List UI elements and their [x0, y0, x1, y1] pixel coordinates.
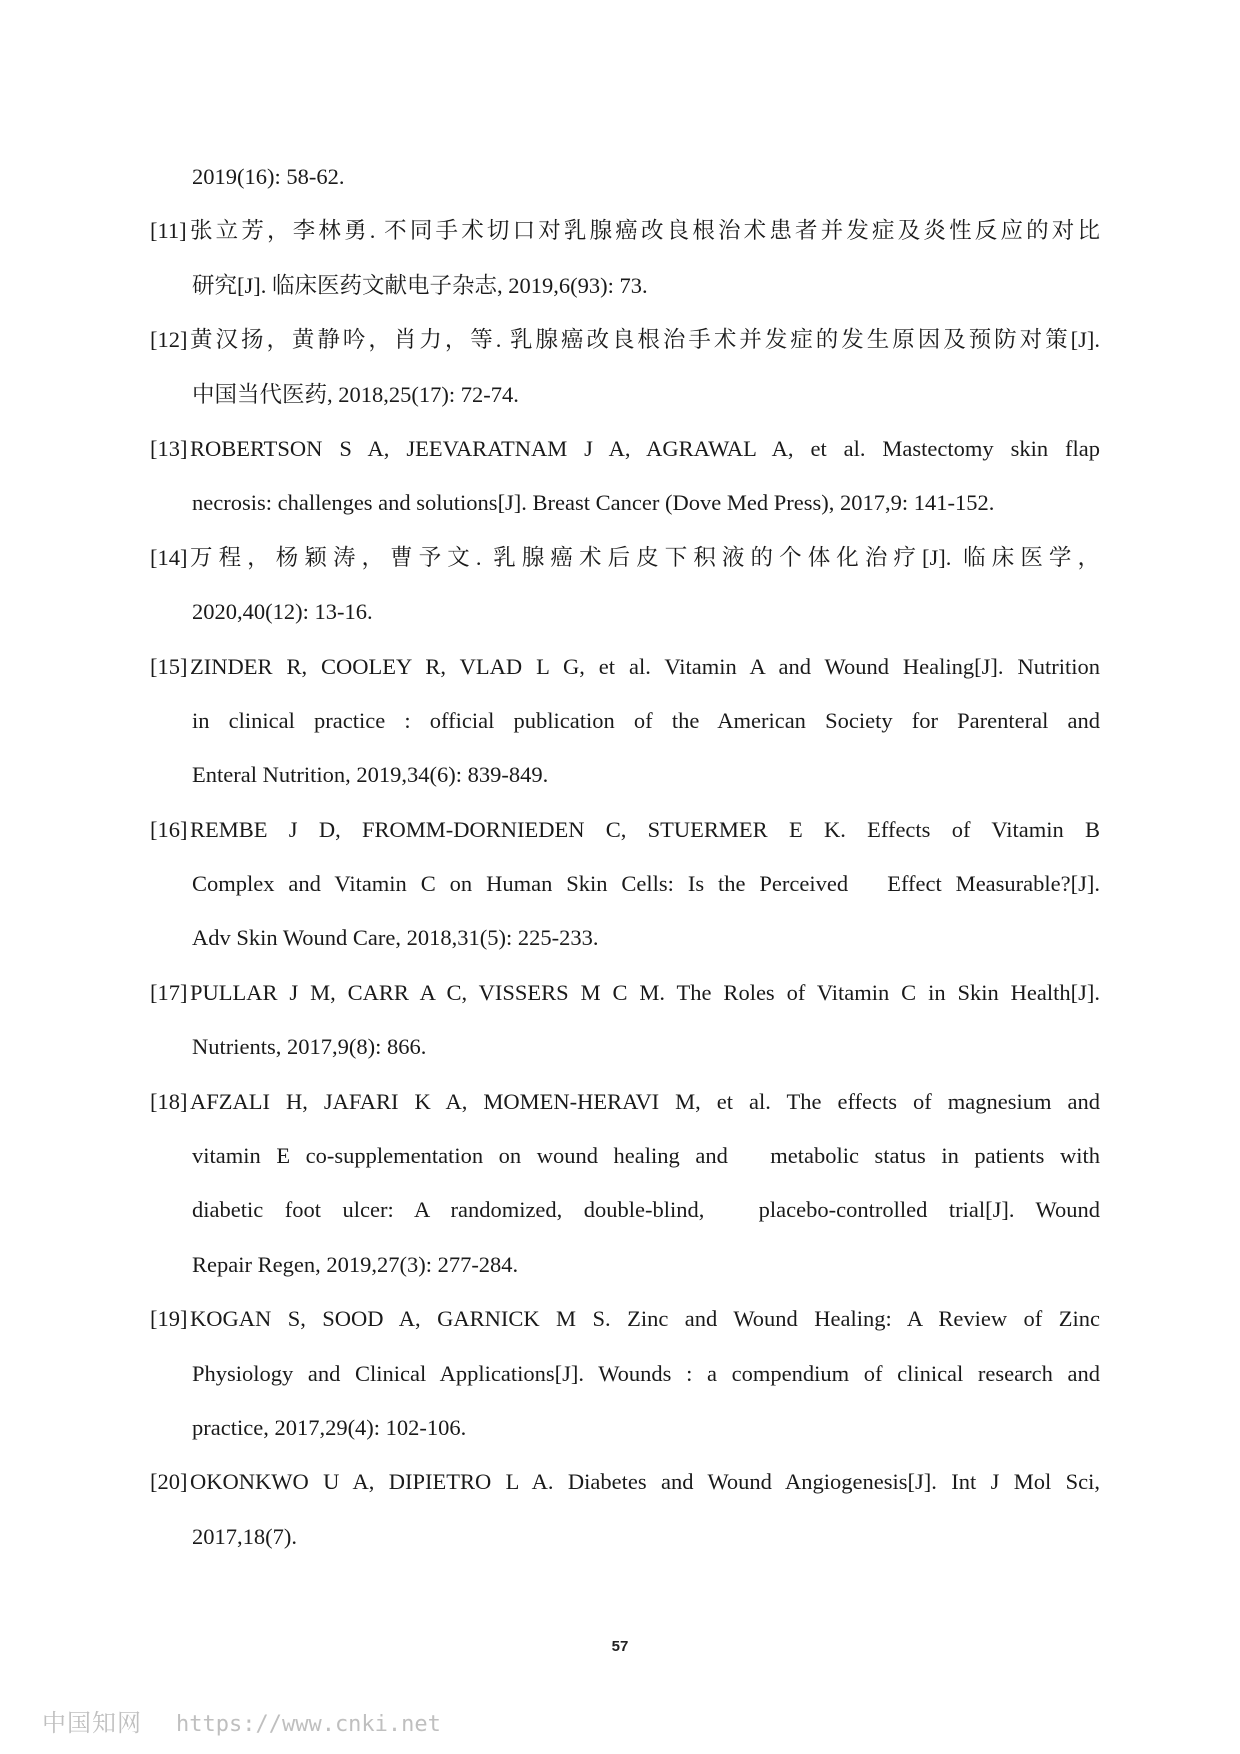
cnki-watermark	[42, 1703, 441, 1738]
reference-number: [18]	[150, 1088, 188, 1114]
reference-line	[150, 1020, 1100, 1074]
reference-text: AFZALI H, JAFARI K A, MOMEN-HERAVI M, et al. The effects of magnesium and	[190, 1088, 1100, 1114]
reference-text: in clinical practice : official publication of the American Society for Parenteral and	[192, 707, 1100, 733]
reference-line	[150, 585, 1100, 639]
reference-text: ROBERTSON S A, JEEVARATNAM J A, AGRAWAL A, et al. Mastectomy skin flap	[190, 435, 1100, 461]
reference-entry	[150, 422, 1100, 531]
reference-number: [19]	[150, 1306, 188, 1332]
reference-entry	[150, 531, 1100, 640]
reference-line	[150, 1292, 1100, 1346]
reference-entry	[150, 1075, 1100, 1293]
reference-continuation-text: 2019(16): 58-62.	[192, 164, 345, 189]
reference-text: Enteral Nutrition, 2019,34(6): 839-849.	[192, 762, 549, 788]
reference-text: 万程，杨颖涛，曹予文. 乳腺癌术后皮下积液的个体化治疗[J]. 临床医学，	[190, 544, 1100, 570]
references-container	[150, 204, 1100, 1564]
reference-line	[150, 748, 1100, 802]
reference-entry	[150, 640, 1100, 803]
watermark-logo-text: 中国知网	[42, 1709, 142, 1737]
page-number: 57	[611, 1638, 629, 1655]
reference-text: practice, 2017,29(4): 102-106.	[192, 1414, 467, 1440]
reference-line	[150, 1347, 1100, 1401]
reference-text: 中国当代医药, 2018,25(17): 72-74.	[192, 381, 519, 407]
reference-line	[150, 911, 1100, 965]
reference-line	[150, 803, 1100, 857]
reference-entry	[150, 1455, 1100, 1564]
reference-line	[150, 1129, 1100, 1183]
reference-text: 张立芳，李林勇. 不同手术切口对乳腺癌改良根治术患者并发症及炎性反应的对比	[190, 218, 1100, 244]
reference-number: [16]	[150, 816, 188, 842]
reference-text: diabetic foot ulcer: A randomized, double-blind, placebo-controlled trial[J]. Wound	[192, 1197, 1100, 1223]
reference-number: [12]	[150, 327, 188, 353]
reference-line	[150, 694, 1100, 748]
reference-line	[150, 857, 1100, 911]
watermark-url: https://www.cnki.net	[176, 1712, 441, 1737]
reference-line	[150, 1401, 1100, 1455]
reference-line	[150, 259, 1100, 313]
reference-line	[150, 1455, 1100, 1509]
reference-text: Repair Regen, 2019,27(3): 277-284.	[192, 1251, 519, 1277]
reference-entry	[150, 1292, 1100, 1455]
reference-entry	[150, 204, 1100, 313]
reference-text: ZINDER R, COOLEY R, VLAD L G, et al. Vitamin A and Wound Healing[J]. Nutrition	[190, 653, 1100, 679]
reference-line	[150, 204, 1100, 258]
reference-list	[150, 150, 1100, 1564]
reference-text: Adv Skin Wound Care, 2018,31(5): 225-233.	[192, 925, 599, 951]
reference-line	[150, 1075, 1100, 1129]
reference-line	[150, 1183, 1100, 1237]
reference-line	[150, 640, 1100, 694]
reference-text: Complex and Vitamin C on Human Skin Cells: Is the Perceived Effect Measurable?[J].	[192, 871, 1100, 897]
reference-continuation	[150, 150, 1100, 204]
reference-line	[150, 1238, 1100, 1292]
reference-number: [20]	[150, 1469, 188, 1495]
reference-text: Nutrients, 2017,9(8): 866.	[192, 1034, 427, 1060]
reference-line	[150, 476, 1100, 530]
reference-entry	[150, 313, 1100, 422]
reference-text: necrosis: challenges and solutions[J]. Breast Cancer (Dove Med Press), 2017,9: 141-152.	[192, 490, 995, 516]
reference-line	[150, 368, 1100, 422]
reference-entry	[150, 803, 1100, 966]
reference-text: 黄汉扬，黄静吟，肖力，等. 乳腺癌改良根治手术并发症的发生原因及预防对策[J].	[190, 327, 1100, 353]
reference-line	[150, 1510, 1100, 1564]
reference-text: vitamin E co-supplementation on wound healing and metabolic status in patients with	[192, 1143, 1100, 1169]
reference-text: 研究[J]. 临床医药文献电子杂志, 2019,6(93): 73.	[192, 272, 648, 298]
reference-line	[150, 966, 1100, 1020]
reference-number: [11]	[150, 218, 187, 244]
reference-number: [15]	[150, 653, 188, 679]
reference-line	[150, 422, 1100, 476]
reference-text: 2017,18(7).	[192, 1523, 297, 1549]
reference-text: Physiology and Clinical Applications[J]. Wounds : a compendium of clinical research and	[192, 1360, 1100, 1386]
reference-entry	[150, 966, 1100, 1075]
reference-line	[150, 313, 1100, 367]
reference-line	[150, 531, 1100, 585]
reference-number: [13]	[150, 435, 188, 461]
reference-text: KOGAN S, SOOD A, GARNICK M S. Zinc and Wound Healing: A Review of Zinc	[190, 1306, 1100, 1332]
reference-number: [17]	[150, 979, 188, 1005]
reference-text: PULLAR J M, CARR A C, VISSERS M C M. The Roles of Vitamin C in Skin Health[J].	[190, 979, 1100, 1005]
reference-text: REMBE J D, FROMM-DORNIEDEN C, STUERMER E K. Effects of Vitamin B	[190, 816, 1100, 842]
reference-text: OKONKWO U A, DIPIETRO L A. Diabetes and Wound Angiogenesis[J]. Int J Mol Sci,	[190, 1469, 1100, 1495]
reference-text: 2020,40(12): 13-16.	[192, 599, 373, 625]
reference-number: [14]	[150, 544, 188, 570]
